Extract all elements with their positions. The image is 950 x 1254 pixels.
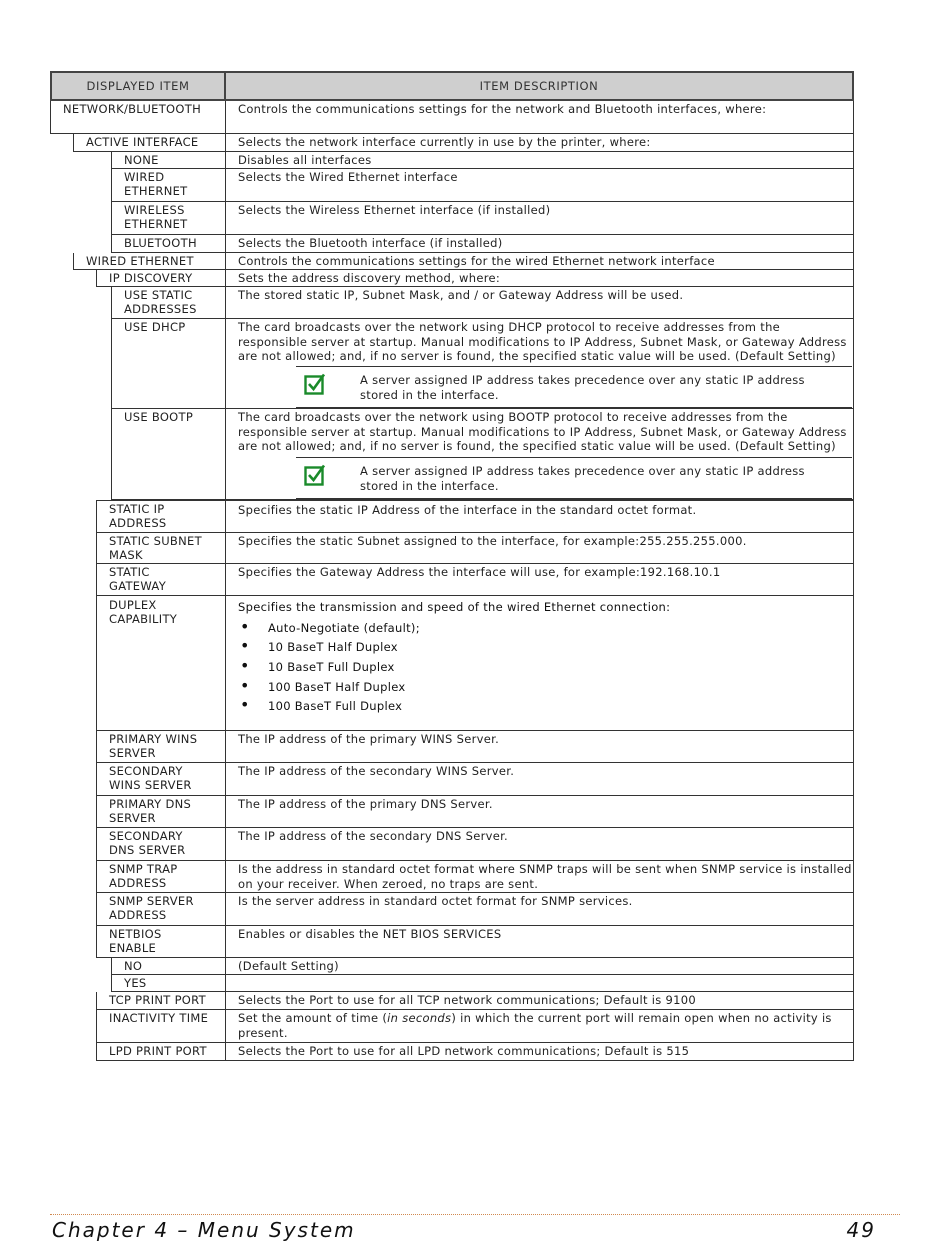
note-bootp-text: A server assigned IP address takes precedence over any static IP address stored in the interface. <box>360 464 805 493</box>
label-snmp-trap: SNMP TRAP ADDRESS <box>96 861 226 893</box>
label-primary-dns: PRIMARY DNS SERVER <box>96 796 226 828</box>
desc-static-subnet: Specifies the static Subnet assigned to the interface, for example:255.255.255.000. <box>226 533 854 564</box>
list-item: • 100 BaseT Full Duplex <box>238 697 853 717</box>
label-use-dhcp: USE DHCP <box>111 319 226 409</box>
desc-use-bootp-text: The card broadcasts over the network using BOOTP protocol to receive addresses from the responsible server at startup. Manual modifications to IP Address, Subnet Mask, or Gateway Address are not allowed; and, if no server is found, the specified static value will be used. (Default Setting) <box>238 410 847 453</box>
desc-secondary-dns: The IP address of the secondary DNS Server. <box>226 828 854 861</box>
label-bluetooth: BLUETOOTH <box>111 235 226 253</box>
label-netbios: NETBIOS ENABLE <box>96 926 226 958</box>
label-use-bootp: USE BOOTP <box>111 409 226 500</box>
label-active-interface: ACTIVE INTERFACE <box>73 134 226 152</box>
label-primary-wins: PRIMARY WINS SERVER <box>96 731 226 763</box>
desc-wireless-ethernet: Selects the Wireless Ethernet interface (if installed) <box>226 202 854 235</box>
label-secondary-wins: SECONDARY WINS SERVER <box>96 763 226 796</box>
list-item: • 10 BaseT Half Duplex <box>238 638 853 658</box>
desc-secondary-wins: The IP address of the secondary WINS Server. <box>226 763 854 796</box>
footer-rule <box>50 1214 900 1215</box>
label-static-gateway: STATIC GATEWAY <box>96 564 226 596</box>
desc-netbios: Enables or disables the NET BIOS SERVICES <box>226 926 854 958</box>
label-use-static: USE STATIC ADDRESSES <box>111 287 226 319</box>
checkmark-icon <box>304 464 326 486</box>
desc-use-dhcp-text: The card broadcasts over the network using DHCP protocol to receive addresses from the responsible server at startup. Manual modifications to IP Address, Subnet Mask, or Gateway Address are not allowed; and, if no server is found, the specified static value will be used. (Default Setting) <box>238 320 847 363</box>
label-wired-ethernet: WIRED ETHERNET <box>73 253 226 270</box>
note-bootp <box>296 457 852 499</box>
header-displayed-item: DISPLAYED ITEM <box>50 71 226 101</box>
desc-yes <box>226 975 854 992</box>
desc-use-static: The stored static IP, Subnet Mask, and / or Gateway Address will be used. <box>226 287 854 319</box>
desc-inactivity-post: ) in which the current port will remain open when no activity is present. <box>238 1011 832 1040</box>
desc-wired-ethernet: Controls the communications settings for the wired Ethernet network interface <box>226 253 854 270</box>
desc-primary-dns: The IP address of the primary DNS Server. <box>226 796 854 828</box>
label-wired-ethernet-option: WIRED ETHERNET <box>111 169 226 202</box>
label-tcp-port: TCP PRINT PORT <box>96 992 226 1010</box>
desc-inactivity-pre: Set the amount of time ( <box>238 1011 388 1025</box>
desc-network-bluetooth: Controls the communications settings for the network and Bluetooth interfaces, where: <box>226 101 854 134</box>
note-dhcp <box>296 366 852 408</box>
header-item-description: ITEM DESCRIPTION <box>224 71 854 101</box>
list-item: • 100 BaseT Half Duplex <box>238 678 853 698</box>
label-secondary-dns: SECONDARY DNS SERVER <box>96 828 226 861</box>
desc-snmp-trap: Is the address in standard octet format where SNMP traps will be sent when SNMP service is installed on your receiver. When zeroed, no traps are sent. <box>226 861 854 893</box>
desc-primary-wins: The IP address of the primary WINS Server. <box>226 731 854 763</box>
label-static-ip: STATIC IP ADDRESS <box>96 500 226 533</box>
label-network-bluetooth: NETWORK/BLUETOOTH <box>50 101 226 134</box>
label-snmp-server: SNMP SERVER ADDRESS <box>96 893 226 926</box>
label-no: NO <box>111 958 226 975</box>
duplex-options-list <box>238 619 853 717</box>
desc-no: (Default Setting) <box>226 958 854 975</box>
desc-snmp-server: Is the server address in standard octet format for SNMP services. <box>226 893 854 926</box>
label-ip-discovery: IP DISCOVERY <box>96 270 226 287</box>
label-none: NONE <box>111 152 226 169</box>
footer-page-number: 49 <box>846 1218 876 1242</box>
desc-duplex <box>226 596 854 731</box>
footer-chapter: Chapter 4 – Menu System <box>52 1218 356 1242</box>
label-wireless-ethernet: WIRELESS ETHERNET <box>111 202 226 235</box>
desc-static-ip: Specifies the static IP Address of the interface in the standard octet format. <box>226 500 854 533</box>
list-item: • Auto-Negotiate (default); <box>238 619 853 639</box>
desc-static-gateway: Specifies the Gateway Address the interface will use, for example:192.168.10.1 <box>226 564 854 596</box>
desc-inactivity-em: in seconds <box>387 1011 452 1025</box>
label-lpd-port: LPD PRINT PORT <box>96 1043 226 1061</box>
desc-ip-discovery: Sets the address discovery method, where: <box>226 270 854 287</box>
list-item: • 10 BaseT Full Duplex <box>238 658 853 678</box>
desc-duplex-text: Specifies the transmission and speed of the wired Ethernet connection: <box>238 600 671 614</box>
label-duplex: DUPLEX CAPABILITY <box>96 596 226 731</box>
label-static-subnet: STATIC SUBNET MASK <box>96 533 226 564</box>
desc-inactivity <box>226 1010 854 1043</box>
desc-active-interface: Selects the network interface currently in use by the printer, where: <box>226 134 854 152</box>
label-yes: YES <box>111 975 226 992</box>
note-dhcp-text: A server assigned IP address takes precedence over any static IP address stored in the interface. <box>360 373 805 402</box>
desc-lpd-port: Selects the Port to use for all LPD network communications; Default is 515 <box>226 1043 854 1061</box>
desc-wired-ethernet-option: Selects the Wired Ethernet interface <box>226 169 854 202</box>
desc-none: Disables all interfaces <box>226 152 854 169</box>
desc-bluetooth: Selects the Bluetooth interface (if installed) <box>226 235 854 253</box>
desc-tcp-port: Selects the Port to use for all TCP network communications; Default is 9100 <box>226 992 854 1010</box>
checkmark-icon <box>304 373 326 395</box>
label-inactivity: INACTIVITY TIME <box>96 1010 226 1043</box>
